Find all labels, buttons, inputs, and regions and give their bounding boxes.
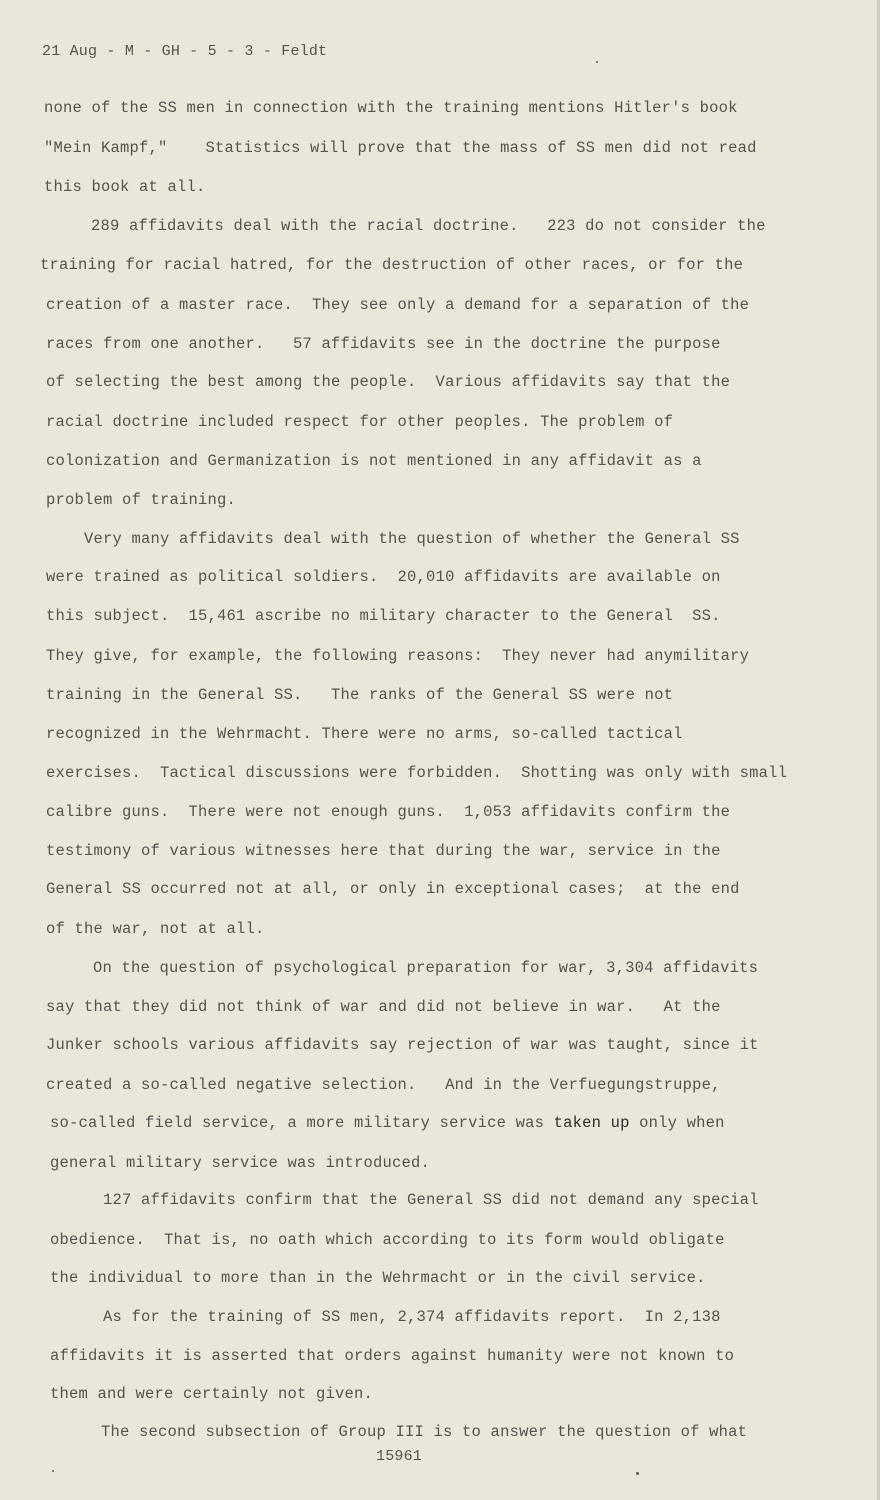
text-line: calibre guns. There were not enough guns. 1,053 affidavits confirm the (46, 803, 731, 821)
text-line: colonization and Germanization is not mentioned in any affidavit as a (46, 452, 702, 470)
text-line: testimony of various witnesses here that during the war, service in the (46, 842, 721, 860)
text-line: general military service was introduced. (50, 1154, 431, 1172)
text-line-with-emphasis (50, 1112, 725, 1134)
paragraph-start-line: 289 affidavits deal with the racial doctrine. 223 do not consider the (91, 217, 766, 235)
text-line: affidavits it is asserted that orders against humanity were not known to (50, 1347, 735, 1365)
text-segment: only when (629, 1114, 725, 1132)
text-line: "Mein Kampf," Statistics will prove that the mass of SS men did not read (44, 139, 757, 157)
text-line: of selecting the best among the people. Various affidavits say that the (46, 373, 731, 391)
paragraph-start-line: The second subsection of Group III is to answer the question of what (101, 1423, 748, 1441)
text-line: training in the General SS. The ranks of the General SS were not (46, 686, 674, 704)
text-line: They give, for example, the following reasons: They never had anymilitary (46, 647, 750, 665)
text-line: created a so-called negative selection. And in the Verfuegungstruppe, (46, 1076, 721, 1094)
paragraph-start-line: On the question of psychological preparation for war, 3,304 affidavits (93, 959, 759, 977)
text-line: of the war, not at all. (46, 920, 265, 938)
page-number: 15961 (376, 1448, 423, 1465)
text-line: recognized in the Wehrmacht. There were no arms, so-called tactical (46, 725, 683, 743)
paragraph-start-line: Very many affidavits deal with the question of whether the General SS (84, 530, 740, 548)
text-segment: so-called field service, a more military service was (50, 1114, 554, 1132)
text-line: races from one another. 57 affidavits see in the doctrine the purpose (46, 335, 721, 353)
text-line: the individual to more than in the Wehrmacht or in the civil service. (50, 1269, 706, 1287)
text-line: this book at all. (44, 178, 206, 196)
paragraph-start-line: 127 affidavits confirm that the General SS did not demand any special (103, 1191, 759, 1209)
text-line: them and were certainly not given. (50, 1385, 374, 1403)
ink-speck (596, 61, 598, 63)
text-line: training for racial hatred, for the destruction of other races, or for the (40, 256, 744, 274)
text-line: General SS occurred not at all, or only in exceptional cases; at the end (46, 880, 740, 898)
ink-speck (52, 1470, 54, 1472)
text-line: racial doctrine included respect for other peoples. The problem of (46, 413, 674, 431)
text-line: problem of training. (46, 491, 237, 509)
text-line: Junker schools various affidavits say rejection of war was taught, since it (46, 1036, 759, 1054)
text-line: creation of a master race. They see only a demand for a separation of the (46, 296, 750, 314)
text-line: say that they did not think of war and did not believe in war. At the (46, 998, 721, 1016)
ink-speck (636, 1472, 639, 1475)
paragraph-start-line: As for the training of SS men, 2,374 affidavits report. In 2,138 (103, 1308, 721, 1326)
page-header: 21 Aug - M - GH - 5 - 3 - Feldt (42, 43, 328, 60)
text-line: this subject. 15,461 ascribe no military character to the General SS. (46, 607, 721, 625)
text-line: were trained as political soldiers. 20,010 affidavits are available on (46, 568, 721, 586)
emphasized-phrase: taken up (553, 1114, 630, 1132)
text-line: exercises. Tactical discussions were forbidden. Shotting was only with small (46, 764, 788, 782)
text-line: none of the SS men in connection with the training mentions Hitler's book (44, 99, 738, 117)
text-line: obedience. That is, no oath which according to its form would obligate (50, 1231, 725, 1249)
